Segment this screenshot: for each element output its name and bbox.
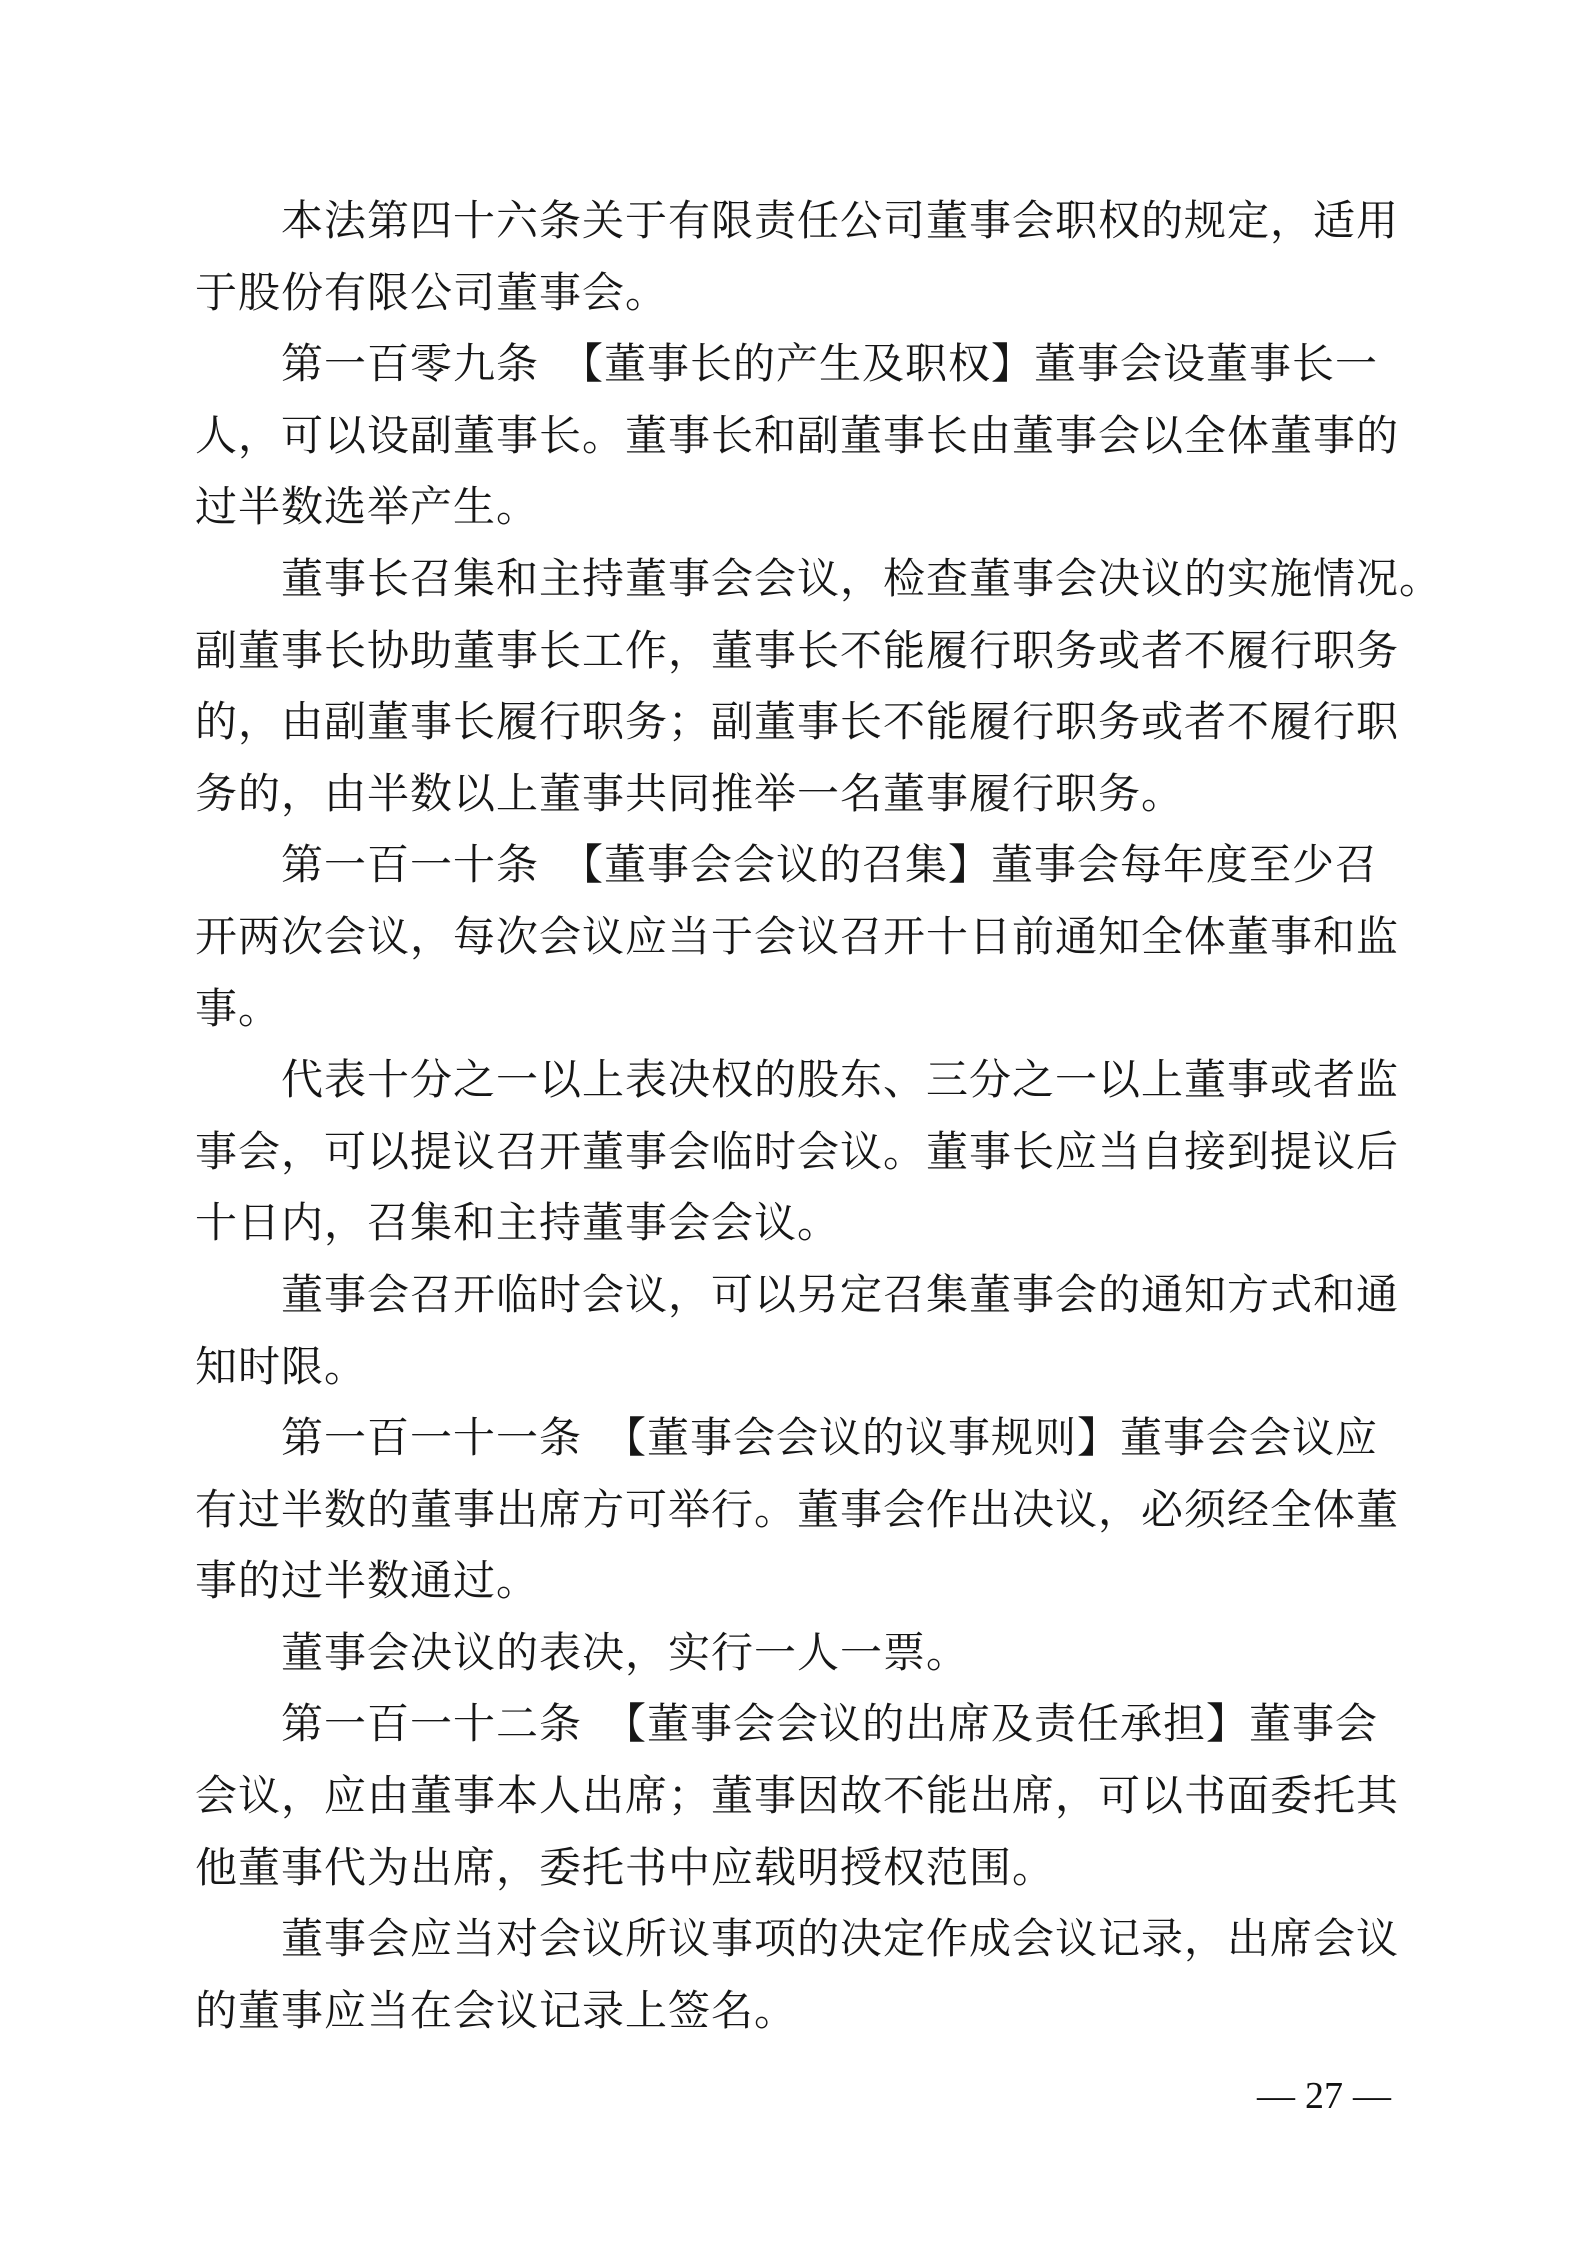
text-line: 务的，由半数以上董事共同推举一名董事履行职务。 bbox=[195, 771, 1185, 818]
page-number bbox=[1247, 2072, 1401, 2120]
text-line: 董事会决议的表决，实行一人一票。 bbox=[281, 1630, 970, 1677]
text-line: 第一百一十条 【董事会会议的召集】董事会每年度至少召 bbox=[281, 843, 1379, 890]
text-block bbox=[195, 187, 1443, 2048]
text-line: 会议，应由董事本人出席；董事因故不能出席，可以书面委托其 bbox=[195, 1774, 1400, 1821]
text-line: 知时限。 bbox=[195, 1344, 368, 1391]
text-line: 的，由副董事长履行职务；副董事长不能履行职务或者不履行职 bbox=[195, 700, 1400, 747]
text-line: 董事会应当对会议所议事项的决定作成会议记录，出席会议 bbox=[281, 1917, 1400, 1964]
text-line: 事。 bbox=[195, 986, 282, 1033]
page-number-right-dash: — bbox=[1353, 2075, 1391, 2117]
text-line: 开两次会议，每次会议应当于会议召开十日前通知全体董事和监 bbox=[195, 914, 1400, 961]
text-line: 人，可以设副董事长。董事长和副董事长由董事会以全体董事的 bbox=[195, 413, 1400, 460]
text-line: 第一百零九条 【董事长的产生及职权】董事会设董事长一 bbox=[281, 342, 1379, 389]
text-line: 董事会召开临时会议，可以另定召集董事会的通知方式和通 bbox=[281, 1272, 1400, 1319]
text-line: 十日内，召集和主持董事会会议。 bbox=[195, 1201, 841, 1248]
text-line: 有过半数的董事出席方可举行。董事会作出决议，必须经全体董 bbox=[195, 1487, 1400, 1534]
text-line: 他董事代为出席，委托书中应载明授权范围。 bbox=[195, 1845, 1056, 1892]
text-line: 于股份有限公司董事会。 bbox=[195, 270, 669, 317]
page-number-left-dash: — bbox=[1257, 2075, 1295, 2117]
text-line: 第一百一十一条 【董事会会议的议事规则】董事会会议应 bbox=[281, 1416, 1379, 1463]
text-line: 第一百一十二条 【董事会会议的出席及责任承担】董事会 bbox=[281, 1702, 1379, 1749]
text-line: 董事长召集和主持董事会会议，检查董事会决议的实施情况。 bbox=[281, 556, 1443, 603]
text-line: 副董事长协助董事长工作，董事长不能履行职务或者不履行职务 bbox=[195, 628, 1400, 675]
text-line: 事会，可以提议召开董事会临时会议。董事长应当自接到提议后 bbox=[195, 1129, 1400, 1176]
text-line: 事的过半数通过。 bbox=[195, 1559, 540, 1606]
page-number-value: 27 bbox=[1305, 2075, 1343, 2117]
text-line: 过半数选举产生。 bbox=[195, 485, 540, 532]
text-line: 代表十分之一以上表决权的股东、三分之一以上董事或者监 bbox=[281, 1058, 1400, 1105]
text-line: 本法第四十六条关于有限责任公司董事会职权的规定，适用 bbox=[281, 199, 1400, 245]
text-line: 的董事应当在会议记录上签名。 bbox=[195, 1988, 798, 2035]
